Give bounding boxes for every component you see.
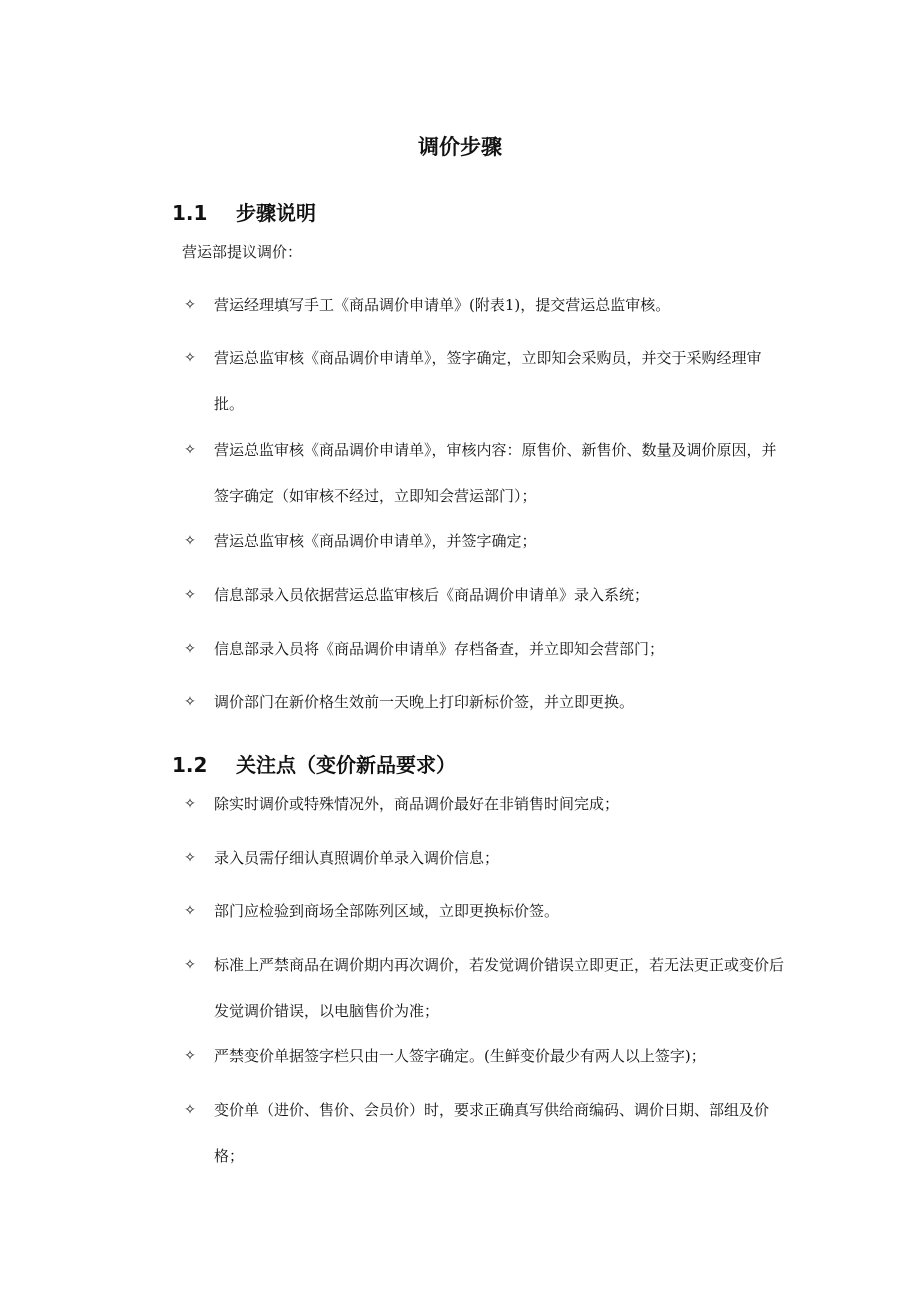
list-item <box>180 626 785 672</box>
diamond-bullet-icon: ✧ <box>184 796 196 812</box>
section-heading-1-1 <box>172 197 316 226</box>
list-item-text: 变价单（进价、售价、会员价）时，要求正确真写供给商编码、调价日期、部组及价格； <box>214 1101 770 1165</box>
list-item-text: 调价部门在新价格生效前一天晚上打印新标价签，并立即更换。 <box>214 693 635 711</box>
section-title: 步骤说明 <box>236 201 316 225</box>
list-item <box>180 572 785 618</box>
list-item-text: 信息部录入员将《商品调价申请单》存档备查，并立即知会营部门； <box>214 640 665 658</box>
list-item-text: 营运总监审核《商品调价申请单》，并签字确定； <box>214 532 537 550</box>
list-item <box>180 942 785 1034</box>
diamond-bullet-icon: ✧ <box>184 442 196 458</box>
diamond-bullet-icon: ✧ <box>184 297 196 313</box>
list-item <box>180 1033 785 1079</box>
diamond-bullet-icon: ✧ <box>184 350 196 366</box>
list-item-text: 除实时调价或特殊情况外，商品调价最好在非销售时间完成； <box>214 795 620 813</box>
diamond-bullet-icon: ✧ <box>184 587 196 603</box>
section-number: 1.1 <box>172 201 208 225</box>
diamond-bullet-icon: ✧ <box>184 903 196 919</box>
list-item <box>180 888 785 934</box>
list-item-text: 信息部录入员依据营运总监审核后《商品调价申请单》录入系统； <box>214 586 650 604</box>
list-item <box>180 679 785 725</box>
list-item <box>180 282 785 328</box>
diamond-bullet-icon: ✧ <box>184 641 196 657</box>
list-item-text: 严禁变价单据签字栏只由一人签字确定。(生鲜变价最少有两人以上签字)； <box>214 1047 706 1065</box>
list-item <box>180 335 785 427</box>
section-heading-1-2 <box>172 749 456 778</box>
list-item-text: 营运总监审核《商品调价申请单》，审核内容：原售价、新售价、数量及调价原因，并签字确定（如审核不经过，立即知会营运部门）； <box>214 441 777 505</box>
list-item <box>180 518 785 564</box>
list-item-text: 营运总监审核《商品调价申请单》，签字确定，立即知会采购员，并交于采购经理审批。 <box>214 349 762 413</box>
diamond-bullet-icon: ✧ <box>184 957 196 973</box>
diamond-bullet-icon: ✧ <box>184 850 196 866</box>
list-item <box>180 427 785 519</box>
diamond-bullet-icon: ✧ <box>184 694 196 710</box>
list-item-text: 部门应检验到商场全部陈列区域，立即更换标价签。 <box>214 902 560 920</box>
diamond-bullet-icon: ✧ <box>184 533 196 549</box>
section-number: 1.2 <box>172 753 208 777</box>
list-item-text: 录入员需仔细认真照调价单录入调价信息； <box>214 849 500 867</box>
list-item <box>180 781 785 827</box>
list-item <box>180 835 785 881</box>
list-item <box>180 1087 785 1179</box>
document-title: 调价步骤 <box>418 135 502 159</box>
list-item-text: 标准上严禁商品在调价期内再次调价，若发觉调价错误立即更正，若无法更正或变价后发觉调价错误，以电脑售价为准； <box>214 956 785 1020</box>
section-intro: 营运部提议调价： <box>182 243 303 261</box>
list-item-text: 营运经理填写手工《商品调价申请单》(附表1)，提交营运总监审核。 <box>214 296 671 314</box>
diamond-bullet-icon: ✧ <box>184 1048 196 1064</box>
section-title: 关注点（变价新品要求） <box>236 753 456 777</box>
diamond-bullet-icon: ✧ <box>184 1102 196 1118</box>
